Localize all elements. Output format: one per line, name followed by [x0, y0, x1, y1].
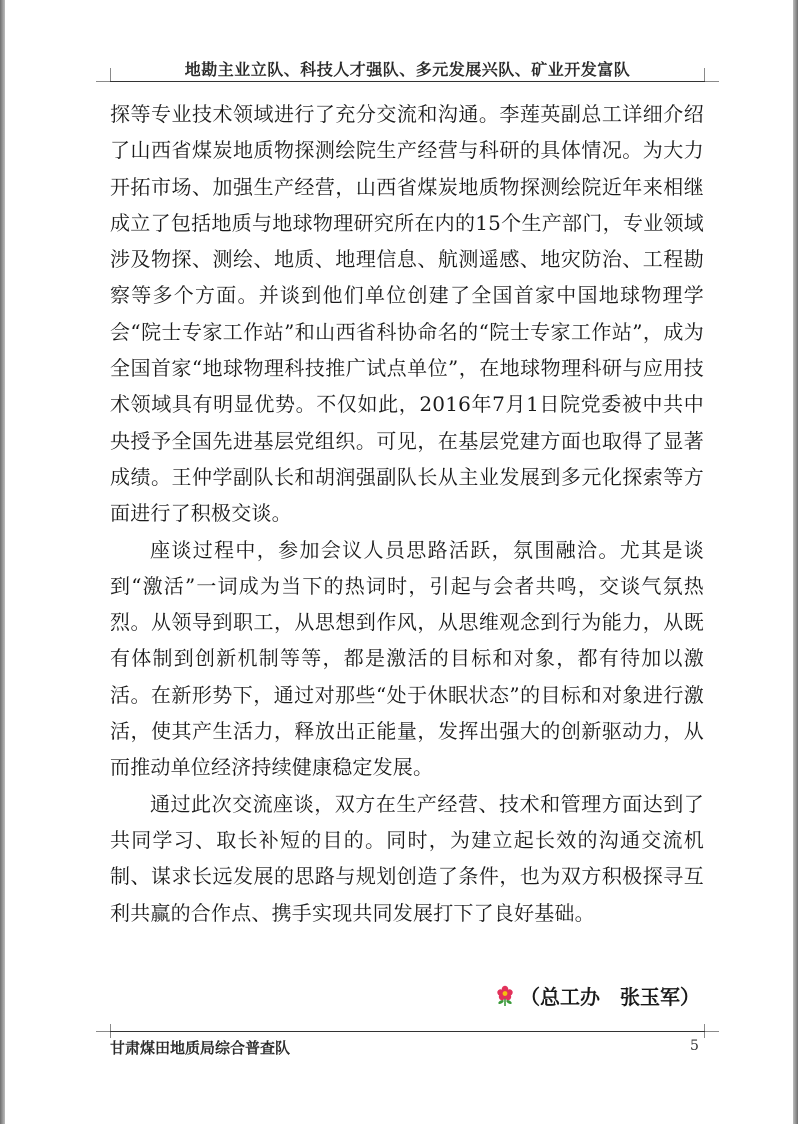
flower-icon [494, 985, 516, 1007]
window-right-edge [793, 0, 798, 1124]
author-signature [494, 981, 700, 1010]
document-body [110, 96, 704, 931]
paragraph: 探等专业技术领域进行了充分交流和沟通。李莲英副总工详细介绍了山西省煤炭地质物探测绘院生产经营与科研的具体情况。为大力开拓市场、加强生产经营，山西省煤炭地质物探测绘院近年来相继成立了包括地质与地球物理研究所在内的15个生产部门，专业领域涉及物探、测绘、地质、地理信息、航测遥感、地灾防治、工程勘察等多个方面。并谈到他们单位创建了全国首家中国地球物理学会“院士专家工作站”和山西省科协命名的“院士专家工作站”，成为全国首家“地球物理科技推广试点单位”，在地球物理科研与应用技术领域具有明显优势。不仅如此，2016年7月1日院党委被中共中央授予全国先进基层党组织。可见，在基层党建方面也取得了显著成绩。王仲学副队长和胡润强副队长从主业发展到多元化探索等方面进行了积极交谈。 [110, 102, 704, 526]
crop-mark [96, 81, 110, 82]
header-rule [110, 81, 705, 82]
footer-rule [110, 1031, 705, 1032]
page-number: 5 [690, 1038, 699, 1054]
crop-mark [705, 1031, 719, 1032]
crop-mark [96, 1031, 110, 1032]
window-left-edge [0, 0, 5, 1124]
paragraph: 通过此次交流座谈，双方在生产经营、技术和管理方面达到了共同学习、取长补短的目的。同时，为建立起长效的沟通交流机制、谋求长远发展的思路与规划创造了条件，也为双方积极探寻互利共赢的合作点、携手实现共同发展打下了良好基础。 [110, 791, 704, 925]
page-header-title: 地勘主业立队、科技人才强队、多元发展兴队、矿业开发富队 [184, 60, 631, 79]
paragraph: 座谈过程中，参加会议人员思路活跃，氛围融洽。尤其是谈到“激活”一词成为当下的热词时，引起与会者共鸣，交谈气氛热烈。从领导到职工，从思想到作风，从思维观念到行为能力，从既有体制到创新机制等等，都是激活的目标和对象，都有待加以激活。在新形势下，通过对那些“处于休眠状态”的目标和对象进行激活，使其产生活力，释放出正能量，发挥出强大的创新驱动力，从而推动单位经济持续健康稳定发展。 [110, 537, 704, 780]
footer-organization: 甘肃煤田地质局综合普查队 [110, 1039, 291, 1057]
signature-text: （总工办 张玉军） [520, 985, 700, 1009]
crop-mark [705, 81, 719, 82]
